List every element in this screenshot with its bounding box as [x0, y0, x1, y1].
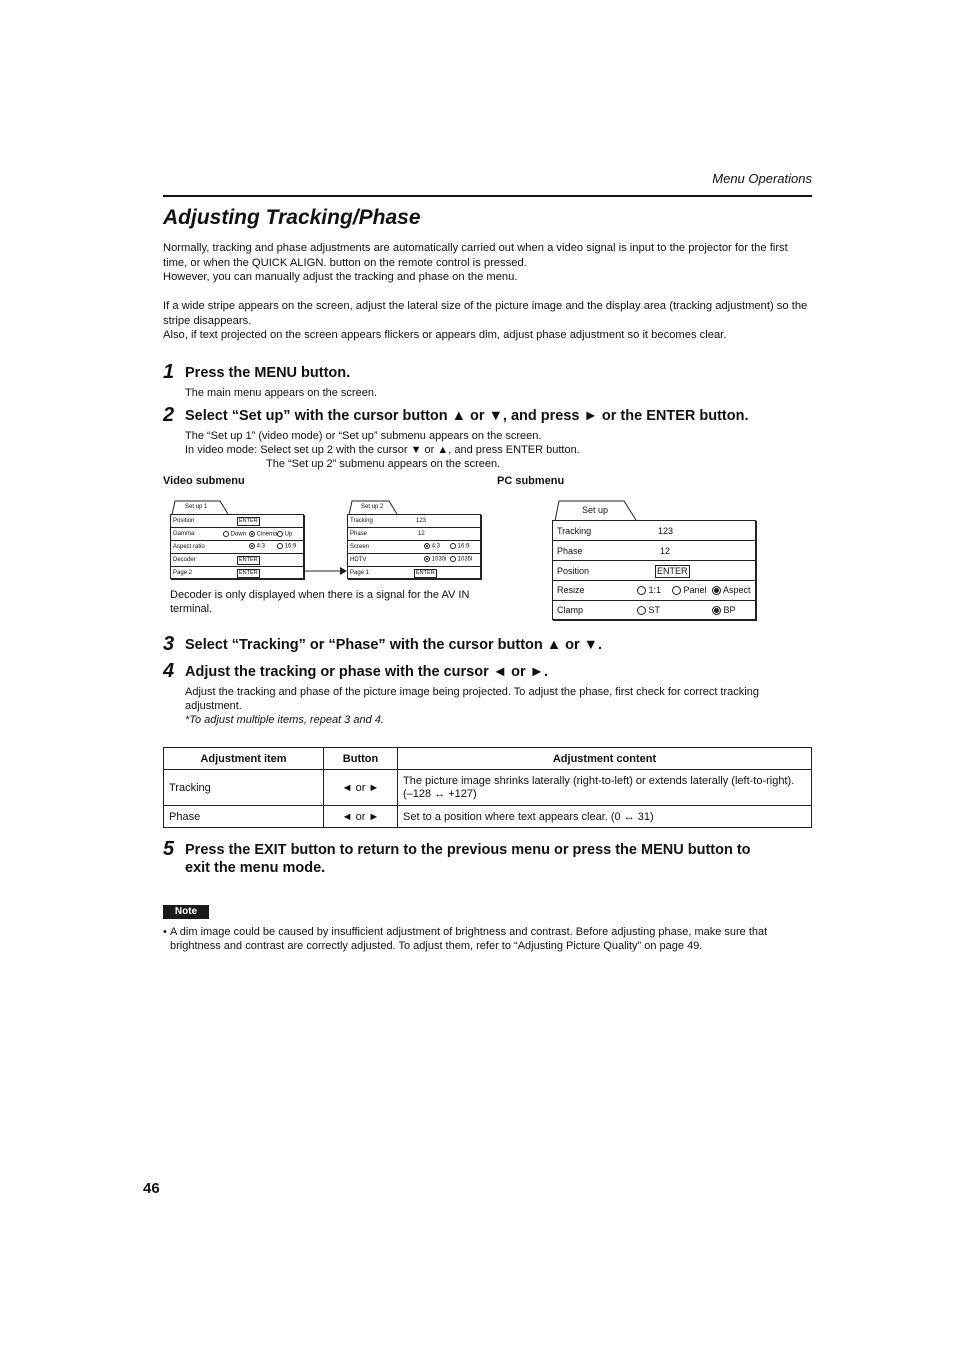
- menu-row-resize[interactable]: [553, 581, 755, 601]
- menu-row-page-1[interactable]: [348, 567, 480, 580]
- step-text-line-2: exit the menu mode.: [185, 860, 326, 876]
- menu-row-gamma[interactable]: [171, 528, 303, 541]
- row-label: Tracking: [350, 518, 373, 524]
- table-cell-item: Tracking: [164, 770, 324, 806]
- column-header: Adjustment content: [398, 748, 812, 770]
- note-text: A dim image could be caused by insufficient adjustment of brightness and contrast. Before adjusting phase, make sure that brightness and contrast are correctly adjusted. To adjust them, refer to “Adjusting Picture Quality” on page 49.: [170, 926, 768, 952]
- row-label: Page 2: [173, 570, 193, 576]
- pc-setup-menu: [552, 500, 758, 622]
- step-number: 1: [163, 361, 175, 383]
- row-label: Tracking: [557, 526, 592, 536]
- menu-row-position[interactable]: [171, 515, 303, 528]
- menu-row-tracking[interactable]: [553, 521, 755, 541]
- option-label: 16:9: [284, 543, 297, 550]
- row-value: 12: [418, 531, 425, 537]
- menu-body: [347, 514, 481, 579]
- step-2-sub-2: In video mode: Select set up 2 with the cursor ▼ or ▲, and press ENTER button.: [185, 444, 580, 456]
- option-label: 1035i: [457, 556, 473, 563]
- row-label: Decoder: [173, 557, 196, 563]
- menu-row-phase[interactable]: [553, 541, 755, 561]
- radio-icon[interactable]: [277, 531, 283, 537]
- note-bullet: •: [163, 926, 167, 938]
- step-4-sub-1: Adjust the tracking and phase of the picture image being projected. To adjust the phase, first check for correct tracking adjustment.: [185, 686, 759, 712]
- row-label: Aspect ratio: [173, 544, 205, 550]
- option-label: BP: [723, 605, 736, 615]
- adjustment-table: [163, 747, 812, 828]
- header-rule: [163, 195, 812, 197]
- arrow-right-icon: [304, 566, 348, 576]
- setup2-menu: [347, 500, 482, 580]
- option-label: 4:3: [431, 543, 441, 550]
- menu-row-position[interactable]: [553, 561, 755, 581]
- menu-row-screen[interactable]: [348, 541, 480, 554]
- row-label: Position: [173, 518, 195, 524]
- intro-text-1: Normally, tracking and phase adjustments are automatically carried out when a video signal is input to the projector for the first time, or when the QUICK ALIGN. button on the remote control is pressed.: [163, 242, 788, 269]
- step-4-sub-2: *To adjust multiple items, repeat 3 and 4.: [185, 714, 384, 726]
- option-label: 1030i: [431, 556, 447, 563]
- radio-icon[interactable]: [637, 586, 646, 595]
- table-cell-item: Phase: [164, 806, 324, 828]
- row-label: Clamp: [557, 605, 584, 615]
- table-row: [164, 770, 812, 806]
- option-label: Aspect: [723, 585, 751, 595]
- enter-icon: ENTER: [416, 570, 435, 576]
- step-number: 4: [163, 660, 175, 682]
- step-text: Select “Set up” with the cursor button ▲ or ▼, and press ► or the ENTER button.: [185, 408, 749, 424]
- radio-icon[interactable]: [450, 543, 456, 549]
- intro-paragraph-1: [163, 241, 813, 285]
- table-row: [164, 806, 812, 828]
- enter-icon: ENTER: [239, 557, 258, 563]
- table-cell-content: Set to a position where text appears clear. (0 ↔ 31): [398, 806, 812, 828]
- radio-selected-icon[interactable]: [249, 543, 255, 549]
- setup1-menu: [170, 500, 305, 580]
- page-title: Adjusting Tracking/Phase: [163, 206, 421, 229]
- menu-tab-label: Set up 1: [185, 504, 208, 510]
- video-submenu-label: Video submenu: [163, 475, 245, 487]
- radio-icon[interactable]: [450, 556, 456, 562]
- pc-submenu-label: PC submenu: [497, 475, 565, 487]
- row-value: 12: [660, 546, 671, 556]
- option-label: Up: [284, 531, 293, 538]
- step-text: Press the MENU button.: [185, 365, 351, 381]
- radio-selected-icon[interactable]: [424, 543, 430, 549]
- menu-row-decoder[interactable]: [171, 554, 303, 567]
- row-label: HDTV: [350, 557, 367, 563]
- radio-selected-icon[interactable]: [249, 531, 255, 537]
- option-label: 1:1: [648, 585, 662, 595]
- table-cell-content: The picture image shrinks laterally (right-to-left) or extends laterally (left-to-right). (–128 ↔ +127): [398, 770, 812, 806]
- menu-row-tracking[interactable]: [348, 515, 480, 528]
- menu-row-page-2[interactable]: [171, 567, 303, 580]
- menu-body: [552, 520, 756, 620]
- decoder-note: Decoder is only displayed when there is a signal for the AV IN terminal.: [170, 589, 470, 615]
- radio-icon[interactable]: [637, 606, 646, 615]
- option-label: Down: [230, 531, 247, 538]
- menu-body: [170, 514, 304, 579]
- column-header: Button: [324, 748, 398, 770]
- enter-icon: ENTER: [239, 570, 258, 576]
- enter-icon: ENTER: [239, 518, 258, 524]
- step-text: Adjust the tracking or phase with the cursor ◄ or ►.: [185, 664, 549, 680]
- step-text-line-1: Press the EXIT button to return to the previous menu or press the MENU button to: [185, 842, 751, 858]
- intro-text-4: Also, if text projected on the screen appears flickers or appears dim, adjust phase adjustment so it becomes clear.: [163, 329, 727, 341]
- radio-icon[interactable]: [223, 531, 229, 537]
- step-1-sub: The main menu appears on the screen.: [185, 387, 378, 399]
- row-label: Page 1: [350, 570, 370, 576]
- menu-tab-label: Set up: [582, 505, 609, 515]
- step-number: 2: [163, 404, 175, 426]
- column-header: Adjustment item: [164, 748, 324, 770]
- option-label: ST: [648, 605, 661, 615]
- row-label: Phase: [350, 531, 368, 537]
- option-label: Cinema: [256, 531, 278, 538]
- row-label: Gamma: [173, 531, 195, 537]
- radio-selected-icon[interactable]: [712, 606, 721, 615]
- menu-row-phase[interactable]: [348, 528, 480, 541]
- row-label: Position: [557, 566, 590, 576]
- row-label: Phase: [557, 546, 583, 556]
- step-number: 3: [163, 633, 175, 655]
- page-number: 46: [143, 1180, 160, 1197]
- enter-icon: ENTER: [657, 566, 688, 576]
- note-badge: Note: [163, 905, 209, 919]
- menu-row-hdtv[interactable]: [348, 554, 480, 567]
- row-value: 123: [416, 518, 427, 524]
- intro-text-3: If a wide stripe appears on the screen, adjust the lateral size of the picture image and the display area (tracking adjustment) so the stripe disappears.: [163, 300, 808, 327]
- radio-selected-icon[interactable]: [424, 556, 430, 562]
- step-2-sub-3: The “Set up 2” submenu appears on the screen.: [266, 458, 501, 470]
- section-header: Menu Operations: [712, 171, 812, 186]
- table-header-row: [164, 748, 812, 770]
- option-label: Panel: [683, 585, 707, 595]
- option-label: 4:3: [256, 543, 266, 550]
- radio-selected-icon[interactable]: [712, 586, 721, 595]
- radio-icon[interactable]: [672, 586, 681, 595]
- row-label: Screen: [350, 544, 370, 550]
- row-label: Resize: [557, 585, 585, 595]
- menu-tab-label: Set up 2: [361, 504, 384, 510]
- step-number: 5: [163, 838, 175, 860]
- step-text: Select “Tracking” or “Phase” with the cursor button ▲ or ▼.: [185, 637, 603, 653]
- row-value: 123: [658, 526, 674, 536]
- table-cell-button: ◄ or ►: [324, 806, 398, 828]
- step-2-sub-1: The “Set up 1” (video mode) or “Set up” submenu appears on the screen.: [185, 430, 542, 442]
- option-label: 16:9: [457, 543, 470, 550]
- menu-row-aspect-ratio[interactable]: [171, 541, 303, 554]
- table-cell-button: ◄ or ►: [324, 770, 398, 806]
- intro-text-2: However, you can manually adjust the tracking and phase on the menu.: [163, 271, 518, 283]
- intro-paragraph-2: [163, 299, 813, 343]
- radio-icon[interactable]: [277, 543, 283, 549]
- menu-row-clamp[interactable]: [553, 601, 755, 621]
